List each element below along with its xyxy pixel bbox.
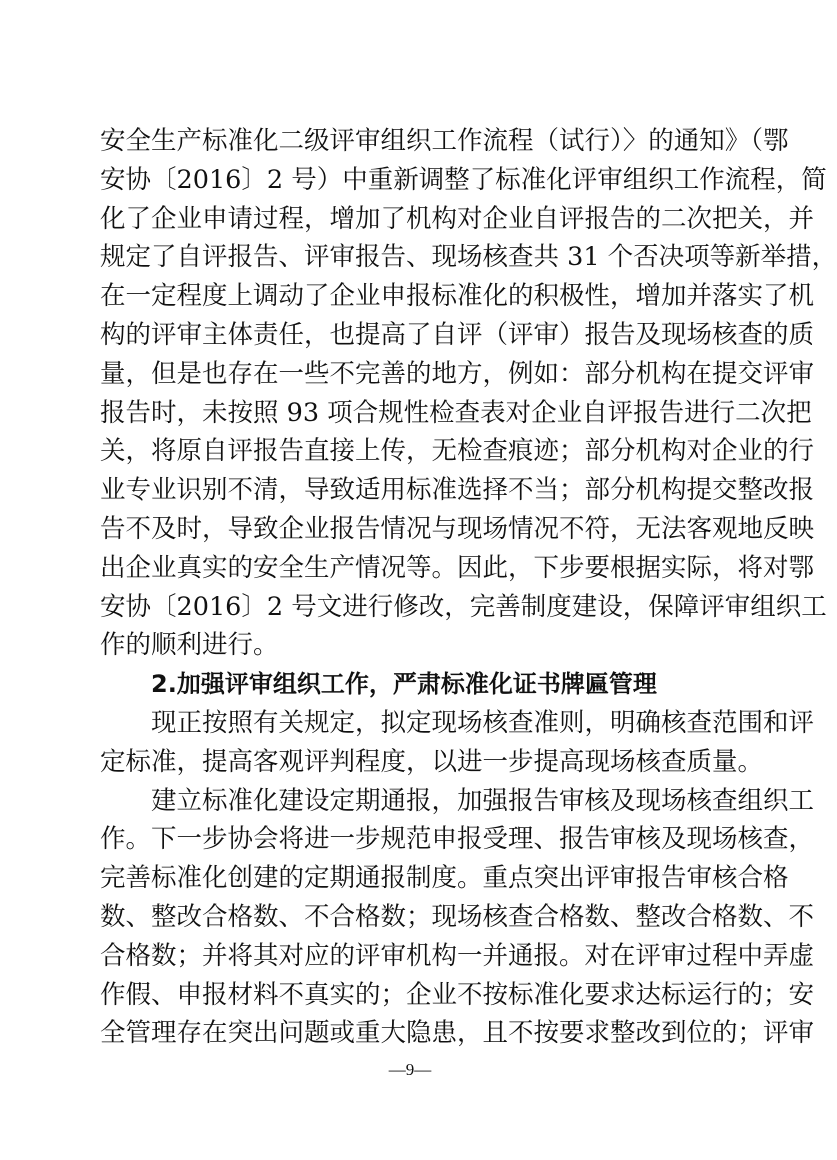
text-line: 安全生产标准化二级评审组织工作流程（试行）〉的通知》（鄂 [100, 126, 789, 156]
page-number: —9— [388, 1060, 432, 1079]
text-line: 构的评审主体责任，也提高了自评（评审）报告及现场核查的质 [100, 319, 815, 350]
text-line: 作的顺利进行。 [100, 630, 279, 661]
section-heading: 2.加强评审组织工作，严肃标准化证书牌匾管理 [151, 670, 657, 699]
text-line: 化了企业申请过程，增加了机构对企业自评报告的二次把关，并 [100, 203, 815, 234]
text-line: 业专业识别不清，导致适用标准选择不当；部分机构提交整改报 [100, 475, 815, 506]
text-line: 安协〔2016〕2 号）中重新调整了标准化评审组织工作流程，简 [100, 164, 827, 195]
text-line: 量，但是也存在一些不完善的地方，例如：部分机构在提交评审 [100, 358, 815, 389]
body-text [100, 122, 837, 1053]
text-line: 安协〔2016〕2 号文进行修改，完善制度建设，保障评审组织工 [100, 591, 827, 622]
text-line: 数、整改合格数、不合格数；现场核查合格数、整改合格数、不 [100, 901, 815, 932]
paragraph-first-line: 建立标准化建设定期通报，加强报告审核及现场核查组织工 [151, 785, 815, 816]
text-line: 完善标准化创建的定期通报制度。重点突出评审报告审核合格 [100, 863, 789, 894]
text-line: 作假、申报材料不真实的；企业不按标准化要求达标运行的；安 [100, 979, 815, 1010]
text-line: 出企业真实的安全生产情况等。因此，下步要根据实际，将对鄂 [100, 552, 815, 583]
text-line: 合格数；并将其对应的评审机构一并通报。对在评审过程中弄虚 [100, 940, 815, 971]
text-line: 作。下一步协会将进一步规范申报受理、报告审核及现场核查， [100, 824, 815, 855]
text-line: 定标准，提高客观评判程度，以进一步提高现场核查质量。 [100, 746, 764, 777]
text-line: 全管理存在突出问题或重大隐患，且不按要求整改到位的；评审 [100, 1018, 815, 1049]
text-line: 在一定程度上调动了企业申报标准化的积极性，增加并落实了机 [100, 281, 815, 312]
text-line: 报告时，未按照 93 项合规性检查表对企业自评报告进行二次把 [100, 397, 812, 428]
text-line: 告不及时，导致企业报告情况与现场情况不符，无法客观地反映 [100, 513, 815, 544]
text-line: 规定了自评报告、评审报告、现场核查共 31 个否决项等新举措， [100, 242, 837, 273]
paragraph-first-line: 现正按照有关规定，拟定现场核查准则，明确核查范围和评 [151, 707, 815, 738]
text-line: 关，将原自评报告直接上传，无检查痕迹；部分机构对企业的行 [100, 436, 815, 467]
